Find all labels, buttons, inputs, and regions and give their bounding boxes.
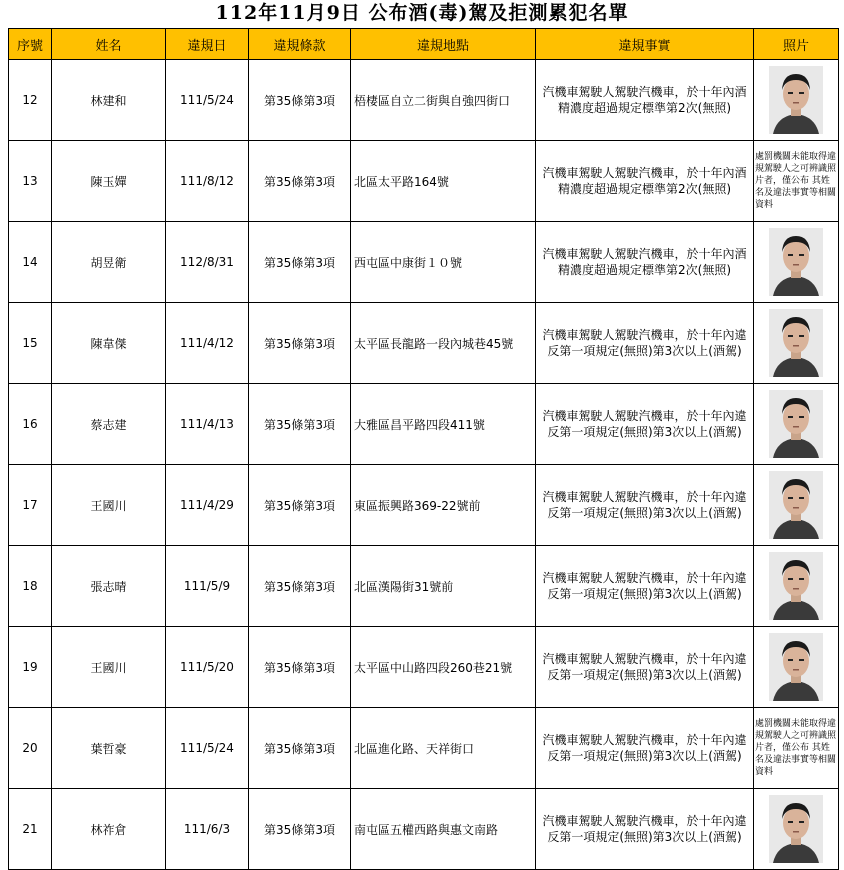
row-photo <box>754 303 839 384</box>
row-date: 111/5/20 <box>166 627 249 708</box>
row-no: 20 <box>9 708 52 789</box>
header-name: 姓名 <box>52 29 166 60</box>
row-name: 蔡志建 <box>52 384 166 465</box>
row-photo <box>754 384 839 465</box>
table-row <box>9 546 839 627</box>
table-row <box>9 60 839 141</box>
row-no: 14 <box>9 222 52 303</box>
row-date: 111/5/24 <box>166 708 249 789</box>
row-fact: 汽機車駕駛人駕駛汽機車，於十年內違反第一項規定(無照)第3次以上(酒駕) <box>536 546 754 627</box>
row-name: 林祚倉 <box>52 789 166 870</box>
row-name: 張志晴 <box>52 546 166 627</box>
row-fact: 汽機車駕駛人駕駛汽機車，於十年內酒精濃度超過規定標準第2次(無照) <box>536 222 754 303</box>
face-photo-icon <box>769 309 823 377</box>
row-photo <box>754 141 839 222</box>
photo-unavailable-note: 處罰機關未能取得違規駕駛人之可辨識照片者，僅公布 其姓名及違法事實等相關資料 <box>755 152 837 210</box>
row-date: 112/8/31 <box>166 222 249 303</box>
header-date: 違規日 <box>166 29 249 60</box>
row-location: 北區太平路164號 <box>351 141 536 222</box>
row-date: 111/5/24 <box>166 60 249 141</box>
row-clause: 第35條第3項 <box>249 303 351 384</box>
table-row <box>9 384 839 465</box>
table-row <box>9 708 839 789</box>
row-date: 111/4/13 <box>166 384 249 465</box>
row-location: 梧棲區自立二街與自強四街口 <box>351 60 536 141</box>
table-row <box>9 789 839 870</box>
face-photo-icon <box>769 795 823 863</box>
row-no: 19 <box>9 627 52 708</box>
row-name: 葉哲豪 <box>52 708 166 789</box>
row-clause: 第35條第3項 <box>249 789 351 870</box>
header-clause: 違規條款 <box>249 29 351 60</box>
row-photo <box>754 708 839 789</box>
row-location: 北區漢陽街31號前 <box>351 546 536 627</box>
row-photo <box>754 465 839 546</box>
row-location: 西屯區中康街１０號 <box>351 222 536 303</box>
row-fact: 汽機車駕駛人駕駛汽機車，於十年內違反第一項規定(無照)第3次以上(酒駕) <box>536 789 754 870</box>
row-clause: 第35條第3項 <box>249 222 351 303</box>
header-location: 違規地點 <box>351 29 536 60</box>
row-fact: 汽機車駕駛人駕駛汽機車，於十年內違反第一項規定(無照)第3次以上(酒駕) <box>536 627 754 708</box>
row-date: 111/8/12 <box>166 141 249 222</box>
row-fact: 汽機車駕駛人駕駛汽機車，於十年內酒精濃度超過規定標準第2次(無照) <box>536 141 754 222</box>
row-clause: 第35條第3項 <box>249 708 351 789</box>
row-fact: 汽機車駕駛人駕駛汽機車，於十年內違反第一項規定(無照)第3次以上(酒駕) <box>536 303 754 384</box>
table-row <box>9 141 839 222</box>
row-clause: 第35條第3項 <box>249 384 351 465</box>
row-name: 林建和 <box>52 60 166 141</box>
row-no: 12 <box>9 60 52 141</box>
row-name: 陳玉嬋 <box>52 141 166 222</box>
table-row <box>9 627 839 708</box>
photo-unavailable-note: 處罰機關未能取得違規駕駛人之可辨識照片者，僅公布 其姓名及違法事實等相關資料 <box>755 719 837 777</box>
row-photo <box>754 222 839 303</box>
row-date: 111/5/9 <box>166 546 249 627</box>
row-photo <box>754 546 839 627</box>
table-row <box>9 465 839 546</box>
header-photo: 照片 <box>754 29 839 60</box>
table-row <box>9 222 839 303</box>
header-row <box>9 29 839 60</box>
row-date: 111/4/12 <box>166 303 249 384</box>
table-row <box>9 303 839 384</box>
row-date: 111/4/29 <box>166 465 249 546</box>
row-location: 東區振興路369-22號前 <box>351 465 536 546</box>
row-clause: 第35條第3項 <box>249 141 351 222</box>
row-fact: 汽機車駕駛人駕駛汽機車，於十年內違反第一項規定(無照)第3次以上(酒駕) <box>536 708 754 789</box>
face-photo-icon <box>769 66 823 134</box>
face-photo-icon <box>769 471 823 539</box>
row-clause: 第35條第3項 <box>249 465 351 546</box>
row-clause: 第35條第3項 <box>249 60 351 141</box>
row-name: 陳韋傑 <box>52 303 166 384</box>
offender-table <box>8 28 839 870</box>
row-location: 太平區中山路四段260巷21號 <box>351 627 536 708</box>
face-photo-icon <box>769 552 823 620</box>
row-location: 太平區長龍路一段內城巷45號 <box>351 303 536 384</box>
row-photo <box>754 60 839 141</box>
row-no: 17 <box>9 465 52 546</box>
row-photo <box>754 627 839 708</box>
row-location: 北區進化路、天祥街口 <box>351 708 536 789</box>
row-date: 111/6/3 <box>166 789 249 870</box>
row-fact: 汽機車駕駛人駕駛汽機車，於十年內酒精濃度超過規定標準第2次(無照) <box>536 60 754 141</box>
row-no: 16 <box>9 384 52 465</box>
row-fact: 汽機車駕駛人駕駛汽機車，於十年內違反第一項規定(無照)第3次以上(酒駕) <box>536 384 754 465</box>
row-clause: 第35條第3項 <box>249 546 351 627</box>
face-photo-icon <box>769 228 823 296</box>
row-no: 15 <box>9 303 52 384</box>
row-fact: 汽機車駕駛人駕駛汽機車，於十年內違反第一項規定(無照)第3次以上(酒駕) <box>536 465 754 546</box>
row-clause: 第35條第3項 <box>249 627 351 708</box>
row-location: 南屯區五權西路與惠文南路 <box>351 789 536 870</box>
page-title: 112年11月9日 公布酒(毒)駕及拒測累犯名單 <box>215 2 629 24</box>
row-no: 18 <box>9 546 52 627</box>
row-name: 王國川 <box>52 627 166 708</box>
row-no: 13 <box>9 141 52 222</box>
face-photo-icon <box>769 390 823 458</box>
row-name: 王國川 <box>52 465 166 546</box>
row-name: 胡昱衛 <box>52 222 166 303</box>
row-location: 大雅區昌平路四段411號 <box>351 384 536 465</box>
face-photo-icon <box>769 633 823 701</box>
header-no: 序號 <box>9 29 52 60</box>
header-fact: 違規事實 <box>536 29 754 60</box>
row-no: 21 <box>9 789 52 870</box>
row-photo <box>754 789 839 870</box>
